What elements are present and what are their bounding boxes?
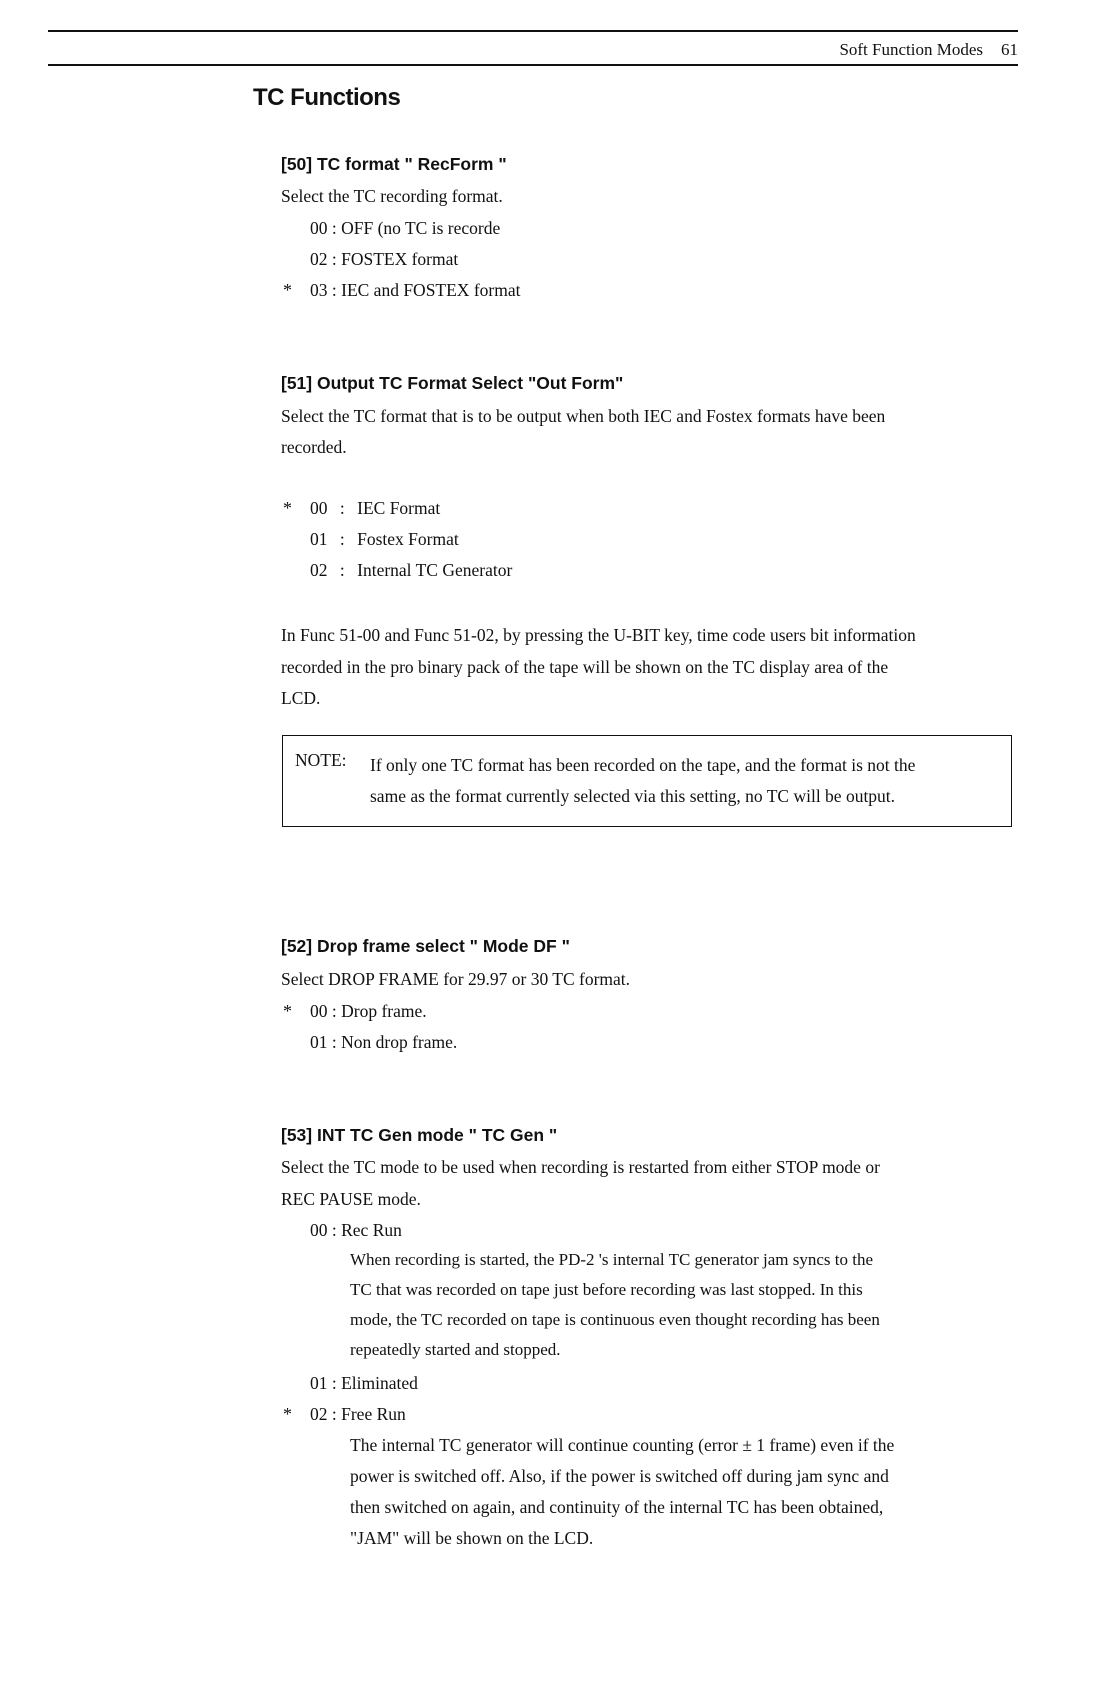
s53-option-02: 02 : Free Run xyxy=(310,1404,406,1424)
s51-paragraph-line2: recorded in the pro binary pack of the tape will be shown on the TC display area of the xyxy=(281,657,889,677)
s53-option-00-desc-line2: TC that was recorded on tape just before recording was last stopped. In this xyxy=(350,1280,863,1299)
option-code: 01 xyxy=(310,529,328,549)
option-label: Internal TC Generator xyxy=(357,560,513,580)
s51-option-02 xyxy=(310,560,512,581)
note-text xyxy=(370,750,1000,812)
s51-paragraph-line3: LCD. xyxy=(281,688,321,708)
option-label: Fostex Format xyxy=(357,529,459,549)
option-colon: : xyxy=(339,529,345,549)
s51-paragraph-line1: In Func 51-00 and Func 51-02, by pressing the U-BIT key, time code users bit information xyxy=(281,625,916,645)
header-bottom-rule xyxy=(48,64,1018,66)
s53-description-line2: REC PAUSE mode. xyxy=(281,1189,421,1209)
s52-description: Select DROP FRAME for 29.97 or 30 TC format. xyxy=(281,969,631,989)
s51-option-00 xyxy=(310,498,440,519)
s50-option-02: 02 : FOSTEX format xyxy=(310,249,459,269)
note-line2: same as the format currently selected via this setting, no TC will be output. xyxy=(370,786,896,806)
default-marker: * xyxy=(283,1001,292,1021)
default-marker: * xyxy=(283,280,292,300)
s53-option-02-desc-line1: The internal TC generator will continue counting (error ± 1 frame) even if the xyxy=(350,1435,895,1455)
heading-51: [51] Output TC Format Select "Out Form" xyxy=(281,373,624,393)
heading-50: [50] TC format " RecForm " xyxy=(281,154,507,174)
s53-option-00-desc-line4: repeatedly started and stopped. xyxy=(350,1340,561,1359)
option-code: 02 xyxy=(310,560,328,580)
s50-option-00: 00 : OFF (no TC is recorde xyxy=(310,218,501,238)
section-title: TC Functions xyxy=(253,84,401,111)
heading-53: [53] INT TC Gen mode " TC Gen " xyxy=(281,1125,558,1145)
heading-52: [52] Drop frame select " Mode DF " xyxy=(281,936,570,956)
s52-option-01: 01 : Non drop frame. xyxy=(310,1032,458,1052)
s53-option-02-desc-line2: power is switched off. Also, if the power is switched off during jam sync and xyxy=(350,1466,889,1486)
s52-option-00: 00 : Drop frame. xyxy=(310,1001,427,1021)
page-number: 61 xyxy=(1001,40,1018,59)
s51-description-line1: Select the TC format that is to be output when both IEC and Fostex formats have been xyxy=(281,406,886,426)
default-marker: * xyxy=(283,498,292,518)
running-header xyxy=(839,40,1018,60)
s53-description-line1: Select the TC mode to be used when recording is restarted from either STOP mode or xyxy=(281,1157,880,1177)
s53-option-01: 01 : Eliminated xyxy=(310,1373,418,1393)
s51-description-line2: recorded. xyxy=(281,437,347,457)
note-label: NOTE: xyxy=(295,750,347,770)
default-marker: * xyxy=(283,1404,292,1424)
note-line1: If only one TC format has been recorded on the tape, and the format is not the xyxy=(370,755,916,775)
option-colon: : xyxy=(339,560,345,580)
s53-option-00-desc-line3: mode, the TC recorded on tape is continuous even thought recording has been xyxy=(350,1310,880,1329)
option-code: 00 xyxy=(310,498,328,518)
option-label: IEC Format xyxy=(357,498,441,518)
s53-option-00: 00 : Rec Run xyxy=(310,1220,402,1240)
header-top-rule xyxy=(48,30,1018,32)
s53-option-00-desc-line1: When recording is started, the PD-2 's internal TC generator jam syncs to the xyxy=(350,1250,873,1269)
s53-option-02-desc-line4: "JAM" will be shown on the LCD. xyxy=(350,1528,594,1548)
s53-option-02-desc-line3: then switched on again, and continuity of the internal TC has been obtained, xyxy=(350,1497,884,1517)
running-title: Soft Function Modes xyxy=(839,40,983,59)
option-colon: : xyxy=(339,498,345,518)
s50-option-03: 03 : IEC and FOSTEX format xyxy=(310,280,521,300)
s51-option-01 xyxy=(310,529,459,550)
note-box xyxy=(282,735,1012,827)
s50-description: Select the TC recording format. xyxy=(281,186,503,206)
